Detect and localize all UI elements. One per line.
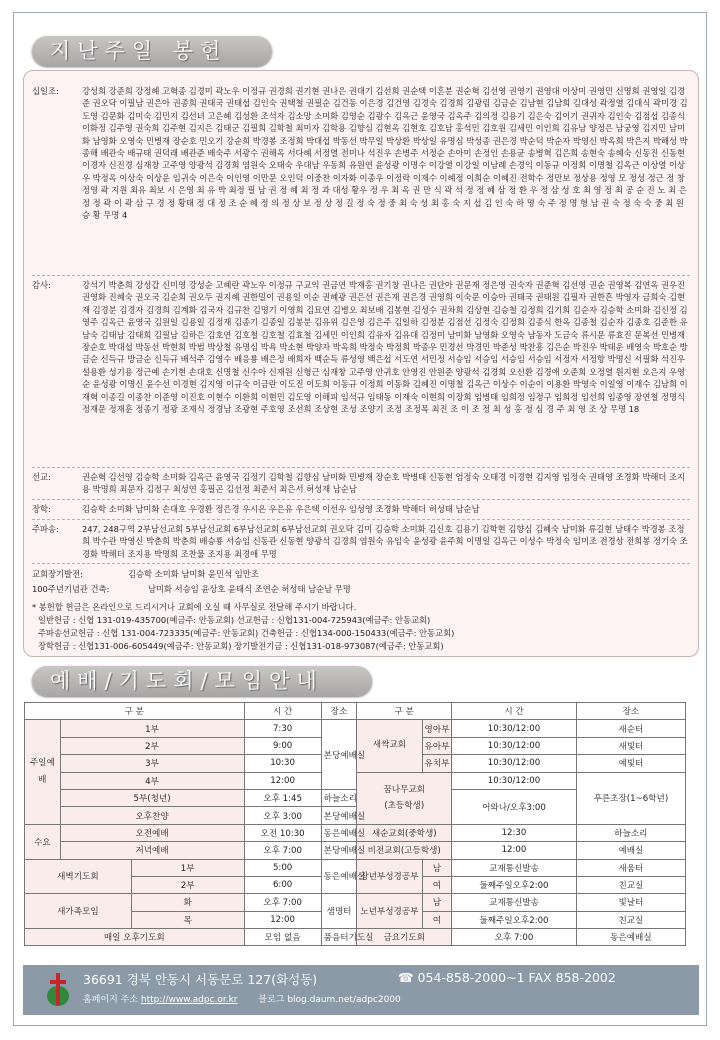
col-header: 시 간	[452, 703, 577, 720]
service: 1부	[131, 859, 244, 876]
dream-label	[357, 772, 452, 824]
phone: ☎ 054-858-2000~1 FAX 858-2002	[398, 970, 616, 985]
time: 오전 10:30	[244, 824, 321, 841]
offering-thanks	[32, 279, 690, 465]
place: 하늘소리	[576, 824, 685, 841]
place: 하늘소리	[321, 789, 357, 806]
jang-label: 장년부성경공부	[357, 859, 422, 894]
service: 오후찬양	[60, 807, 244, 824]
dream-sub: (초등학생)	[384, 801, 425, 812]
service: 여	[422, 911, 452, 928]
offering-notice: * 봉헌할 헌금은 온라인으로 드리시거나 교회에 오실 때 사무실로 전달해 주시기 바랍니다.	[32, 602, 357, 612]
footer	[23, 965, 699, 1015]
place: 본당예배실	[321, 720, 357, 790]
col-header: 장소	[321, 703, 357, 720]
service: 영아부	[422, 720, 452, 737]
place: 친교실	[576, 911, 685, 928]
family-label: 새가족모임	[25, 894, 132, 929]
wed-label: 수요	[25, 824, 61, 859]
service: 1부	[60, 720, 244, 737]
service: 2부	[131, 876, 244, 893]
place: 새빛터	[576, 737, 685, 754]
time: 10:30/12:00	[452, 755, 577, 772]
time: 오후 7:00	[244, 842, 321, 859]
place: 빛날터	[576, 894, 685, 911]
account-line: 장학헌금 : 신협131-006-605449(예금주: 안동교회) 장기발전기금 : 신협131-018-973087(예금주: 안동교회)	[38, 641, 444, 651]
time: 교재통신발송	[452, 859, 577, 876]
offering-tithe	[32, 85, 690, 271]
time: 12:00	[244, 772, 321, 789]
place: 예배실	[576, 842, 685, 859]
col-header: 시 간	[244, 703, 321, 720]
service: 오전예배	[60, 824, 244, 841]
time: 6:00	[244, 876, 321, 893]
longterm-names: 김승학 소미화 남미화 윤민석 임만조	[128, 569, 259, 579]
divider	[32, 519, 690, 520]
place: 예빛터	[576, 755, 685, 772]
time: 12:00	[452, 842, 577, 859]
time: 12:30	[452, 824, 577, 841]
scholarship-label: 장학:	[32, 504, 51, 514]
col-header: 구 분	[357, 703, 452, 720]
time: 교재통신발송	[452, 894, 577, 911]
service: 매일 오후기도회	[25, 929, 245, 946]
church-logo-icon	[45, 971, 71, 1009]
thanks-label: 감사:	[32, 280, 51, 290]
time: 오후 7:00	[244, 894, 321, 911]
service: 남	[422, 894, 452, 911]
place: 친교실	[576, 876, 685, 893]
divider	[32, 499, 690, 500]
offering-scholarship	[32, 503, 690, 516]
divider	[32, 563, 690, 564]
offering-box	[23, 70, 699, 657]
time: 오후 1:45	[244, 789, 321, 806]
place: 동은예배실	[321, 859, 357, 894]
mission-names: 권순혁 김선영 김승학 소미화 김옥근 윤영국 김정기 김학철 김향심 남미화 민병재 장순호 박병태 신동현 엄정숙 오태경 이경현 김지영 임정숙 권태영 조경화 박해더 조지용 박명희 최문자 김정구 최성연 홍필곤 김선정 최준서 최은서 허성재 남순남	[82, 472, 686, 495]
time: 모임 없음	[244, 929, 321, 946]
place: 새순터	[576, 720, 685, 737]
time: 12:00	[244, 911, 321, 928]
service: 유치부	[422, 755, 452, 772]
time: 어와나/오후3:00	[452, 789, 577, 824]
place: 본당예배실	[321, 842, 357, 859]
service: 목	[131, 911, 244, 928]
centennial-label: 100주년기념관 건축:	[32, 584, 110, 594]
service: 4부	[60, 772, 244, 789]
schedule-table	[24, 702, 686, 946]
time: 9:00	[244, 737, 321, 754]
thanks-names: 강석기 박춘희 강성갑 신미영 강성순 고혜란 곽노우 이정규 구교익 권금연 박재홍 권기창 권나은 권단아 권문재 정은영 권숙자 권준혁 김선영 권순 권영복 김연옥 권우진 권영화 진혜숙 권오국 김순희 권오두 권지혜 권한밀이 권용일 이순 권혜광 권은선 권은재 권은경 권영희 이숙문 이승아 권태국 권태원 김필자 권한흔 박영자 금희숙 김현재 김경분 김경자 김경희 김계화 김국자 김규찬 김명기 이영희 김묘연 김병오 최보배 김봉현 김성수 권차희 김상현 김승철 김정희 김기희 김순자 김승학 소미화 김신정 김영주 김옥근 윤영국 김원일 김용일 김정재 김종기 김종일 김봉분 김유위 김은영 김은주 김일하 김정분 김점선 김정숙 김정희 김종식 한옥 김종철 김순자 김종호 김준한 유남숙 김태남 김태희 김필남 김하은 김호연 김호철 김호철 김효철 김세민 이인희 김유자 김유대 김정미 남미화 남영화 오영숙 남동자 도금숙 류시문 류효진 문복선 민병재 장순호 박대섭 박동선 박현희 박범 박상철 유명심 박욕 박소현 박양자 박옥희 박정숙 박정희 박종우 민경선 박경민 박준성 박찬흥 김은순 박진우 박태운 배영숙 박호순 방금순 신득규 방금순 신득규 배석주 김영수 배응룡 배은정 배희자 백순득 류성영 백은섭 서도연 서민정 서승임 서승임 서승임 서승임 서정자 서정항 박명신 서필화 석진우 설용환 성기용 정근예 손기현 손대호 신명철 신수아 신재원 신형근 심재창 고주영 안귀호 안영진 안원준 양광석 김경희 오신환 김경애 오준희 오정열 원지현 오은지 우영순 윤성광 이명신 윤수선 이경현 김지영 이규숙 이금란 이도진 이도희 이동규 이정희 이동화 김혜진 이명철 김옥근 이상수 이순이 이용환 박영숙 이일영 이재수 김남희 이재혁 이종길 이종찬 이준영 이진호 이현수 이환희 이현민 김도영 이해피 임석규 임태동 이재숙 이현희 이장희 임병태 임희정 임정구 임희정 임선희 임종영 장연철 정명식 정재문 정재훈 정종기 정광 조재식 정경남 조광현 주호영 조선희 조상현 조성 조양기 조정 조정목 최진 조 이 조 정 최 성 홍 정 심 경 주 최 영 조 상 무명 18	[82, 280, 688, 415]
dawn-label: 새벽기도회	[25, 859, 132, 894]
divider	[32, 275, 690, 276]
no-label: 노년부성경공부	[357, 894, 422, 929]
blog-label: 블로그 blog.daum.net/adpc2000	[258, 995, 401, 1005]
place: 샘명터	[321, 894, 357, 929]
mission-label: 선교:	[32, 472, 51, 482]
service: 남	[422, 859, 452, 876]
service: 금요기도회	[357, 929, 452, 946]
longterm-label: 교회장기발전:	[32, 569, 83, 579]
place: 푸른초장(1~6학년)	[576, 772, 685, 824]
sprout-label: 새싹교회	[357, 720, 422, 772]
account-line: 주파송선교헌금 : 신협 131-004-723335(예금주: 안동교회) 건축헌금 : 신협134-000-150433(예금주: 안동교회)	[38, 628, 455, 638]
offering-missionary	[32, 523, 690, 561]
time: 둘째주일오후2:00	[452, 911, 577, 928]
time: 10:30/12:00	[452, 720, 577, 737]
missionary-names: 247, 248구역 2부남선교회 5부남선교회 6부남선교회 6부남선교회 권오닥 김미 김승학 소미화 김신호 김용기 김학현 김향심 김혜숙 남미화 류길현 남태수 박경봉 조정희 박수관 박영신 박춘희 박춘희 배승룡 서승임 신동관 신동현 양광석 김경희 염원숙 유임숙 윤성광 윤주희 이명일 김옥근 이성수 박정숙 임미조 전경상 전희봉 정기숙 조경화 박해더 조지용 박명희 조찬물 조지용 최경애 무명	[82, 524, 688, 559]
offering-heading: 지난주일 봉헌	[32, 36, 272, 66]
time: 7:30	[244, 720, 321, 737]
place: 동은예배실	[576, 929, 685, 946]
centennial-names: 남미화 서승임 윤상호 윤태식 조연순 허성태 남순남 무명	[148, 584, 351, 594]
sunday-label: 주일예배	[25, 720, 61, 824]
service: 비전교회(고등학생)	[357, 842, 452, 859]
service: 2부	[60, 737, 244, 754]
time: 둘째주일오후2:00	[452, 876, 577, 893]
dream-name: 꿈나무교회	[383, 785, 425, 796]
place: 동은예배실	[321, 824, 357, 841]
place: 새움터	[576, 859, 685, 876]
col-header: 장소	[576, 703, 685, 720]
tithe-label: 십일조:	[32, 86, 59, 96]
time: 10:30/12:00	[452, 772, 577, 789]
missionary-label: 주파송:	[32, 524, 59, 534]
service: 화	[131, 894, 244, 911]
place: 품음터기도실	[321, 929, 357, 946]
time: 10:30/12:00	[452, 737, 577, 754]
place: 본당예배실	[321, 807, 357, 824]
tithe-names: 강성희 강준희 강정혜 고혁종 김경미 곽노우 이정규 권경희 권기현 권나은 권대기 김선희 권순택 이혼분 권순혁 김선영 권영기 권영대 이상미 권영민 신명희 권영일 김경준 권오닥 이필남 권은아 권종희 권태국 권태섭 김인숙 권택철 권필순 김건동 이은경 김건영 김경숙 김경희 김광림 김금순 김남현 김남희 김대성 곽정열 김대식 곽미경 김도영 김문화 김미숙 김민지 김선녀 고은혜 김성환 조석자 김소망 소미화 김영순 김광수 김옥근 윤영국 김옥주 김의정 김용기 김은숙 김이기 권귀자 김인숙 김점섭 김종식 이화정 김주영 권숙희 김주현 김지은 김태군 김필희 김학철 최미자 김학용 김향심 김현옥 김현호 김호남 홍석민 김호원 김세민 이인희 김유남 양정은 남궁영 김지민 남미화 남영화 오영숙 민병재 장순호 민오기 강순희 박경봉 조정희 박대섭 박동선 박무일 박상환 박상일 유명심 박성종 권은경 박순덕 박순자 박영신 박옥희 박은지 박해성 박종해 배관숙 배규태 권덕래 배관준 배숙주 서광수 권해옥 서다혜 서정열 전미나 석진우 손병주 서정순 손아미 손정인 손용균 송병혁 김은희 송현숙 송혜숙 신동진 신동현 이경자 신진경 심재창 고주영 양광석 김경희 염원숙 오태숙 우대남 우동희 유원연 윤성광 이명수 이강열 이강일 이남례 손경익 이동규 이정희 이명철 김옥근 이상열 이상우 박정옥 이상숙 이상운 임귀숙 이은숙 이인영 이만문 오인덕 이중찬 이자화 이종우 이정락 이재수 이혜정 이희순 이혜진 전학수 정만보 정상용 정영 모 정성 정근 정 창 정영 곽 지원 최유 최보 시 은영 최 유 박 최정 필 남 권 정 혜 최 정 과 대성 황우 정 우 최 옥 권 만 식 곽 석 정 정 혜 삼 정 환 우 정 삼 성 호 최 영 정 최 공 순 진 노 최 은 정 정 곽 이 곽 삼 구 경 정 황태 정 대 정 조 순 혜 정 의 정 상 보 정 상 정 길 정 숙 정 중 최 숙 성 최 홍 숙 지 섭 김 인 숙 하 명 숙 주 정 명 형 남 권 숙 정 숙 숙 중 최 원 승 황 무명 4	[82, 86, 688, 221]
service: 저녁예배	[60, 842, 244, 859]
service: 여	[422, 876, 452, 893]
service: 3부	[60, 755, 244, 772]
offering-mission	[32, 471, 690, 497]
service: 유아부	[422, 737, 452, 754]
divider	[32, 467, 690, 468]
homepage-link[interactable]: http://www.adpc.or.kr	[140, 995, 238, 1005]
schedule-heading: 예배/기도회/모임안내	[32, 666, 372, 696]
homepage-label: 홈페이지 주소	[83, 995, 139, 1005]
time: 5:00	[244, 859, 321, 876]
service: 새순교회(중학생)	[357, 824, 452, 841]
time: 오후 3:00	[244, 807, 321, 824]
time: 10:30	[244, 755, 321, 772]
account-line: 일반헌금 : 신협 131-019-435700(예금주: 안동교회) 선교헌금 : 신협131-004-725943(예금주: 안동교회)	[38, 615, 431, 625]
time: 오후 7:00	[452, 929, 577, 946]
col-header: 구 분	[25, 703, 245, 720]
contact-line	[83, 992, 401, 1005]
service: 5부(청년)	[60, 789, 244, 806]
scholarship-names: 김승학 소미화 남미화 손대호 우경환 정은경 우시온 우은유 우은택 이선우 임성영 조경화 박해더 허성태 남순남	[82, 504, 480, 514]
address: 36691 경북 안동시 서동문로 127(화성동)	[83, 972, 318, 987]
